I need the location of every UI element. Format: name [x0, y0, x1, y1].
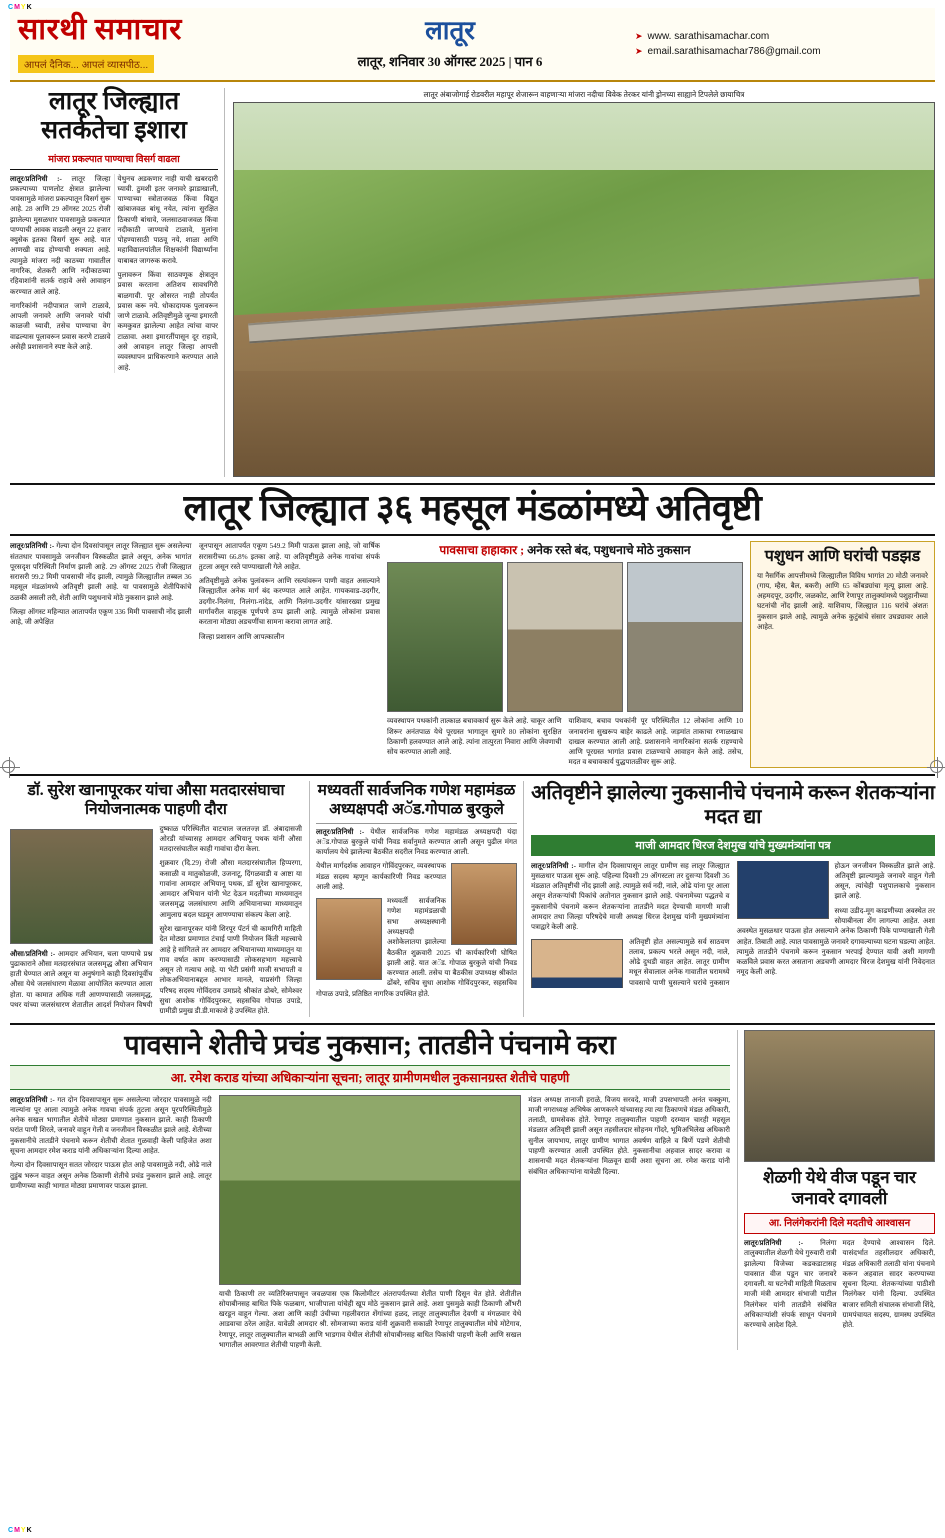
edition-logo: लातूर [425, 16, 475, 45]
rainfall-text-cols [10, 541, 380, 767]
sidebox-livestock [750, 541, 935, 767]
rainfall-p6: व्यवस्थापन पथकांनी तात्काळ बचावकार्य सुरू केले आहे. चाकूर आणि शिरूर अनंतपाळ येथे पूरग्रस्त भागातून सुमारे 80 लोकांना सुरक्षित ठिकाणी हलवण्यात आले आहे. त्यांना तात्पुरता निवारा आणि जेवणाची सोय करण्यात आली आहे. [387, 717, 562, 757]
karad-byline: लातूर/प्रतिनिधी :- [10, 1095, 55, 1104]
deshmukh-p3: सध्या उडीद-मूग काढणीच्या अवस्थेत तर सोयाबीनला शेंग लागल्या आहेत. अशा अवस्थेत मुसळधार पाऊस होत असल्याने अनेक ठिकाणी पिके पाण्याखाली गेली आहेत. तिबाती आहे. त्यात पावसामुळे जनावरे दगावल्याच्या घटना घडल्या आहेत. त्यामुळे तातडीने पंचनामे करून नुकसान भरपाई देण्यात यावी अशी मागणी कळविले प्रवास करत असताना अडचणी आमदार धिरज देशमुख यांनी निवेदनात नमूद केली आहे. [736, 906, 935, 977]
lightning-p1: निलंगा तालुक्यातील शेळगी येथे गुरुवारी रात्री झालेल्या विजेच्या कडकडाटासह पावसात वीज पडून चार जनावरे दगावली. या घटनेची माहिती मिळताच माजी मंत्री आमदार संभाजी पाटील निलंगेकर यांनी तातडीने संबंधित अधिकाऱ्यांशी संपर्क साधून पंचनामे करण्याचे आदेश दिले. [744, 1239, 837, 1330]
masthead-strapline: आपलं दैनिक... आपलं व्यासपीठ... [18, 55, 154, 73]
hero-block [233, 88, 935, 477]
rainfall-p7: याशिवाय, बचाव पथकांनी पूर परिस्थितीत 12 लोकांना आणि 10 जनावरांना सुखरूप बाहेर काढले आहे. जड़मांत ताकाचा रणाळखाच दाखल करण्यात आली आहे. प्रशासनाने नागरिकांना सतर्क राहण्याचे आणि पूरग्रस्त भागांत प्रवास टाळण्याचे आवाहन केले आहे. तसेच, मदत व बचावकार्य युद्धपातळीवर सुरू आहे. [568, 717, 743, 767]
story-ganesh-mandal [309, 781, 524, 1017]
rainfall-col-3 [387, 716, 743, 767]
ganesh-body [316, 827, 517, 1000]
photo-flooded-house-2 [627, 562, 743, 712]
lightning-p2: मदत देण्याचे आश्वासन दिले. यासंदर्भात तहसीलदार अधिकारी, मंडळ अधिकारी तलाठी यांना पंचनामे करून अहवाल सादर करण्याच्या सूचना दिल्या. शेतकऱ्यांच्या पाठीशी निलंगेकर यांनी दिल्या. उपस्थित बाजार समिती संचालक संभाजी शिंदे, ग्रामपंचायत सदस्य, ग्रामस्थ उपस्थित होते. [842, 1239, 935, 1330]
deshmukh-p2: अतिवृष्टी होत असल्यामुळे सर्व साठवण तलाव, प्रकल्प भरले असून नदी, नाले, ओढे दुथडी वाहत आहेत. लातूर ग्रामीण मधून सेवालाल अनेक गावातील घरामध्ये पावसाचे पाणी घुसल्याने घरांचे नुकसान होऊन जनजीवन विस्कळीत झाले आहे. अतिवृष्टी झाल्यामुळे जनावरे वाहून गेली असून, त्यांचेही पशुपालकाचे नुकसान झाले आहे. [629, 861, 935, 987]
registration-mark-bottom-left: CMYK [8, 1527, 33, 1534]
arrow-icon: ➤ [635, 31, 643, 41]
sidebox-body: या नैसर्गिक आपत्तीमध्ये जिल्ह्यातील विविध भागांत 20 मोठी जनावरे (गाय, म्हैस, बैल, बकरी) आणि 65 कोंबड्यांचा मृत्यू झाला आहे. अहमदपूर, उदगीर, जळकोट, आणि रेणापूर तालुक्यांमध्ये पशुहानीच्या घटनांची नोंद झाली आहे. याशिवाय, जिल्ह्यात 116 घरांचे अंशतः नुकसान झाले आहे, त्यामुळे अनेक कुटुंबांचे संसार उघड्यावर आले आहेत. [757, 571, 928, 631]
story-khanapurkar [10, 781, 302, 1017]
khanapurkar-p3: सुरेश खानापूरकर यांनी शिरपूर पॅटर्न ची कामगिरी माहिती देत मोठ्या प्रमाणात टंचाई पाणी नियोजन किंती महत्त्वाचे आहे हे सांगितले तर आमदार अभियानाच्या माध्यमातून या गाव वर्षात काम करण्यासाठी लोकसहभाग महत्त्वाचे असून तो गत्याच आहे. या भेटी प्रसंगी माजी सभापती व लोकअभियानाबद्दल आभार मानले, याप्रसंगी जिल्हा परिषद सदस्य गोविंदराव उमाप्रदे श्रीकांत ढोबरे, सोमेश्वर सुधा आशोक गोविंदपुरकर, सहसचिव गोपाळ उपाडे, ग्रामीडी प्रमुख डी.डी.माकाशे हे उपस्थित होते. [159, 925, 302, 1016]
karad-p1: गत दोन दिवसापासून सुरू असलेल्या जोरदार पावसामुळे नदी नाल्यांना पूर आला त्यामुळे अनेक गावचा संपर्क तुटला असून पूरपरिस्थितीमुळे अनेक सखल भागातील शेतीचे मोठ्या प्रमाणात नुकसान झाले. काही ठिकाणी घरांत पाणी शिरले, जनावरे वाहून गेली व जनजीवन विस्कळीत झाले आहे. शेतीच्या नुकसानीचे तातडीने पंचनामे करून शेतीची शेतात गुळवाही केली पाहिजेत अशा सूचना आमदार रमेश कराड यांनी अधिकाऱ्यांना दिल्या आहेत. [10, 1095, 212, 1156]
story-deshmukh-letter [531, 781, 935, 1017]
story-alert-p2: नागरिकांनी नदीपात्रात जाणे टाळावे, आपली जनावरे आणि जनावरे यांची काळजी घ्यावी, तसेच पाण्याचा वेग वाढल्यास पूलावरून प्रवास करणे टाळावे असेही प्रशासनाने स्पष्ट केले आहे. [10, 301, 111, 351]
photo-portrait-burkule [451, 863, 517, 945]
deshmukh-body [531, 861, 935, 988]
email-text[interactable]: email.sarathisamachar786@gmail.com [647, 46, 821, 57]
karad-col-1 [10, 1095, 212, 1351]
khanapurkar-headline: डॉ. सुरेश खानापूरकर यांचा औसा मतदारसंघाचा नियोजनात्मक पाहणी दौरा [27, 781, 285, 819]
masthead-left [10, 8, 265, 80]
lightning-byline: लातूर/प्रतिनिधी :- [744, 1239, 804, 1248]
story-alert-p3: येथुनच अडकणार नाही याची खबरदारी घ्यावी. ठुमशी इतर जनावरे झाडाखाली, पाण्याच्या स्त्रोताजवळ किंवा विद्युत खांबाजवळ बांधू नयेत, त्यांना सुरक्षित ठिकाणी बांधावे, जलसाठवाजवळ किंवा नदीकाठी जाण्याचे टाळावे, मुलांना पोहण्यासाठी पाठवू नये, शाळा आणि महाविद्यालयांतील शिक्षकांनी विद्यार्थ्यांना याबाबत जागरुक करावे. [117, 174, 218, 265]
lightning-note: आ. निलंगेकरांनी दिले मदतीचे आश्वासन [744, 1213, 935, 1234]
rainfall-p2: जिल्हा ऑगस्ट महिन्यात आतापर्यंत एकूण 336 मिमी पावसाची नोंद झाली आहे, जी अपेक्षित [10, 608, 192, 627]
main-subhead-red: पावसाचा हाहाकार ; [439, 543, 525, 558]
khanapurkar-body [10, 824, 302, 1017]
registration-circle-right [930, 760, 943, 773]
karad-headline: पावसाने शेतीचे प्रचंड नुकसान; तातडीने पंचनामे करा [124, 1029, 616, 1060]
photo-karad-field-inspection [219, 1095, 522, 1285]
photo-villagers-wading [387, 562, 503, 712]
khanapurkar-byline: औसा/प्रतिनिधी :- [10, 949, 56, 958]
website-text[interactable]: www. sarathisamachar.com [647, 31, 770, 42]
section-three-stories [10, 774, 935, 1017]
registration-mark-top-left: CMYK [8, 4, 33, 11]
newspaper-title: सारथी समाचार [18, 13, 182, 46]
rainfall-photo-row [387, 562, 743, 712]
sidebox-title: पशुधन आणि घरांची पडझड [764, 548, 921, 566]
deshmukh-greenbar: माजी आमदार धिरज देशमुख यांचे मुख्यमंत्र्यांना पत्र [531, 835, 935, 856]
khanapurkar-p2: शुक्रवार (दि.29) रोजी औसा मतदारसंघातील हिप्परगा, कसाळी व मातुकोळजी, उजनाटू, दिंगळवाडी व आष्टा या गावांना आमदार अभियानू पथक, डॉ सुरेश खानापूरकर, आमदार अभियान यांनी भेट देऊन मदतीच्या माध्यमातून जलसमृद्ध जलसंधारण आणि अभियानाच्या माध्यमातून आमुलाग्र बदल घडवून आणण्याचा संकल्प केला आहे. [159, 859, 302, 919]
ganesh-p3: मध्यवर्ती सार्वजनिक गणेश महामंडळाची सभा अध्यक्षस्थानी अध्यक्षपदी अशोकेलातया झालेल्या बैठकीत शुक्रवारी 2025 ची कार्यकारिणी घोषित झाली आहे. यात अॅड. गोपाळ बुरकुले यांची निवड करण्यात आली. तसेच या बैठकीस उपाध्यक्ष श्रीकांत ढोंबरे, सचिव सुधा आशोक गोविंदपुरकर, सहसचिव गोपाळ उपाडे, प्रतिष्ठित नागरिक उपस्थित होते. [316, 897, 517, 998]
masthead [10, 8, 935, 82]
ganesh-p2: येथील मार्गदर्शक आवाहन गोविंदपुरकर, व्यवस्थापक मंडळ सदस्य म्हणून कार्यकारिणी निवड करण्यात आली आहे. [316, 862, 446, 891]
rainfall-p4: अतिवृष्टीमुळे अनेक पुलांवरून आणि रस्त्यांवरून पाणी वाहत असल्याने जिल्ह्यातील अनेक मार्ग बंद करण्यात आले आहेत. गायकवाड-उदगीर, उदगीर-निलंगा, निलंगा-नांदेड, आणि निलंगा-उदगीर यांसारख्या प्रमुख मार्गांवरील वाहतूक पूर्णपणे ठप्प झाली आहे. त्यामुळे लोकांना प्रवास करताना मोठ्या अडचणींचा सामना करावा लागत आहे. [198, 577, 380, 627]
karad-subhead: आ. रमेश कराड यांच्या अधिकाऱ्यांना सूचना; लातूर ग्रामीणमधील नुकसानग्रस्त शेतीचे पाहणी [10, 1065, 730, 1090]
arrow-icon: ➤ [635, 46, 643, 56]
karad-col-3: मंडल अध्यक्ष तानाजी हराळे, विजय सरवदे, माजी उपसभापती अनंत चक्कुमा, माजी नगराध्यक्ष अभिषेक आणकरने यांच्यासह त्या त्या ठिकाणचे मंडळ अधिकारी, तलाठी, ग्रामसेवक होते. रेणापूर तालुक्यातील पाहणी दरम्यान चारही महसूल मंडळात अतिवृष्टी झाली असून तहसीलदार सोहनम गोंदरे, भूमिअभिलेख अधिकारी सुनील जायभाय, लातूर ग्रामीण भागात अवर्षण वाहिले व बिर्णे पडणे शेतीची पाहणी करण्यात आली उपस्थित होते. नुकसानीचा अहवाल सादर करावा व शासनाची मदत शेतकऱ्यांना मिळवून द्यावी अशा सूचना आ. रमेश कराड यांनी संबंधित अधिकाऱ्यांना यावेळी दिल्या. [528, 1095, 731, 1176]
karad-p2: गेल्या दोन दिवसापासून सतत जोरदार पाऊस होत आहे पावसामुळे नदी, ओढे नाले तुडुंब भरून वाहत असून अनेक ठिकाणी शेतीचे प्रचंड नुकसान झाले आहे. लातूर ग्रामीणच्या काही भागात मोठ्या प्रमाणावर पाऊस झाला. [10, 1161, 212, 1190]
story-lightning [737, 1030, 935, 1351]
story-alert-byline: लातूर/प्रतिनिधी :- [10, 174, 62, 183]
rainfall-col-1 [10, 541, 192, 767]
rainfall-p1: गेल्या दोन दिवसांपासून लातूर जिल्ह्यात सुरू असलेल्या संततधार पावसामुळे जनजीवन विस्कळीत झाले असून, अनेक भागांत पूरसदृश परिस्थिती निर्माण झाली आहे. 29 ऑगस्ट 2025 रोजी जिल्ह्यात सरासरी 99.2 मिमी पावसाची नोंद झाली, त्यामुळे जिल्ह्यातील तब्बल 36 महसूल मंडळांमध्ये अतिवृष्टी झाली आहे. या पावसामुळे शेतीपिकांचे ठळकी असली तरी, शेती आणि पशुधनाचे मोठे नुकसान झाले आहे. [10, 542, 192, 602]
story-alert-p4: पुलावरून किंवा साठवणूक क्षेत्रातून प्रवास करताना अतिशय सावधगिरी बाळगावी. पूर ओसरत नाही तोपर्यंत प्रवास करू नये. धोकादायक पुलावरून जाणे टाळावे. अतिवृष्टीमुळे जुन्या इमारती कमकुवत झालेल्या आहेत त्यांचा वापर टाळावा. अशा इमारतींपासून दूर राहावे, असे आवाहन लातूर जिल्हा आपत्ती व्यवस्थापन प्राधिकरणाने करण्यात आले आहे. [117, 271, 218, 372]
main-headline-band [10, 483, 935, 537]
story-alert-p1: लातूर जिल्हा प्रकल्पाच्या पाणलोट क्षेत्रात झालेल्या पावसामुळे मांजरा प्रकल्पातून विसर्ग सुरू आहे. 28 आणि 29 ऑगस्ट 2025 रोजी झालेल्या मुसळधार पावसामुळे प्रकल्पात पाण्याची आवक वाढली असून 22 हजार क्युसेक इतका विसर्ग सुरू आहे. यात आणखी वाढ होण्याची शक्यता आहे. त्यामुळे मांजरा नदी काठच्या गावातील नागरिक, शेतकरी आणि नदीकाठच्या रहिवाशांनी सतर्क राहावे असे आवाहन करण्यात आले आहे. [10, 174, 111, 296]
story-alert-subhead: मांजरा प्रकल्पात पाण्याचा विसर्ग वाढला [10, 152, 218, 170]
main-headline: लातूर जिल्ह्यात ३६ महसूल मंडळांमध्ये अतिवृष्टी [183, 487, 762, 528]
rainfall-mid [387, 541, 743, 767]
rainfall-byline: लातूर/प्रतिनिधी :- [10, 542, 55, 551]
story-alert-body [10, 174, 218, 373]
ganesh-headline: मध्यवर्ती सार्वजनिक गणेश महामंडळ अध्यक्षपदी अॅड.गोपाळ बुरकुले [317, 781, 516, 819]
top-section [10, 88, 935, 477]
deshmukh-byline: लातूर/प्रतिनिधी :- [531, 861, 576, 870]
photo-flooded-house-1 [507, 562, 623, 712]
story-karad [10, 1030, 730, 1351]
story-alert-headline: लातूर जिल्ह्यात सतर्कतेचा इशारा [41, 88, 187, 144]
masthead-contact [635, 8, 935, 80]
hero-photo-flood-drone [233, 102, 935, 477]
karad-grid [10, 1095, 730, 1351]
deshmukh-p1: मागील दोन दिवसापासून लातूर ग्रामीण सह लातूर जिल्ह्यात मुसळधार पाऊस सुरू आहे. पहिल्या दिवशी 29 ऑगस्टला तर दुसऱ्या दिवशी 36 मंडळात अतिवृष्टीची नोंद झाली आहे. त्यामुळे सर्व नदी, नाले, ओढे यांना पूर आला असून शेतकऱ्यांची पिकांचे अतोनात नुकसान झाले आहे. पंचनामेच्या पद्धतचे व नुकसानीचे पंचनामे करून शेतकऱ्यांना तातडीने मदत देण्याची मागणी माजी आमदार तथा जिल्हा परिषदेचे माजी अध्यक्ष धिरज देशमुख यांनी मुख्यमंत्र्यांना पत्राद्वारे केली आहे. [531, 861, 730, 932]
ganesh-byline: लातूर/प्रतिनिधी :- [316, 827, 365, 836]
photo-khanapurkar-field-visit [10, 829, 153, 944]
dateline: लातूर, शनिवार 30 ऑगस्ट 2025 | पान 6 [357, 54, 543, 69]
rainfall-p5: जिल्हा प्रशासन आणि आपत्कालीन [198, 632, 285, 641]
section-rainfall [10, 541, 935, 767]
main-subhead-rest: अनेक रस्ते बंद, पशुधनाचे मोठे नुकसान [527, 543, 691, 558]
main-subhead [387, 541, 743, 558]
rainfall-p3: जूनपासून आतापर्यंत एकूण 549.2 मिमी पाऊस झाला आहे, जो वार्षिक सरासरीच्या 66.8% इतका आहे. या अतिवृष्टीमुळे अनेक गावांचा संपर्क तुटला असून रस्ते पाण्याखाली गेले आहेत. [198, 542, 380, 571]
deshmukh-headline: अतिवृष्टीने झालेल्या नुकसानीचे पंचनामे करून शेतकऱ्यांना मदत द्या [531, 781, 935, 829]
khanapurkar-p1: आमदार अभियान, चला पाण्याचे प्रश्न पुढाकाराने औसा मतदारसंघात जलसमृद्ध औसा अभियान हाती घेण्यात आले असून या अनुषंगाने काही दिवसांपूर्वीच औसा येथे जलसंधारण मेळावा आयोजित करण्यात आला होता. या कामात अधिक गती आणण्यासाठी जलसमृद्ध, पथर यांच्या जलसंधारण शेतातील आदर्श नियोजन विषयी दुष्काळ परिस्थितीत वाटचाल जलतज्ज्ञ डॉ. अंबादासजी ओरडी यांच्यासह आमदार अभियानू पथक यांनी औसा मतदारसंघातील काही गावांचा दौरा केला. [10, 824, 302, 1009]
rainfall-col-2 [199, 541, 381, 767]
photo-lightning-cattle [744, 1030, 935, 1162]
karad-col-2 [219, 1095, 522, 1351]
ganesh-p1: येथील सार्वजनिक गणेश महामंडळ अध्यक्षपदी यंदा अॅड.गोपाळ बुरकुले यांची निवड सर्वानुमते करण्यात आली असून पुढील मंगत कार्यालय येथे झालेल्या बैठकीत सदरील निवड करण्यात आली. [316, 827, 517, 857]
masthead-center [265, 8, 635, 80]
registration-circle-left [2, 760, 15, 773]
karad-p3: याची ठिकाणी तर व्यतिरिक्तपासून जवळपास एक किलोमीटर अंतरापर्यंतच्या शेतीत पाणी दिसून येत होते. शेतीतील सोयाबीनसह बाधित पिके फळबाग, भाजीपाला यांचेही खूप मोठे नुकसान झाले आहे. अशा पुसमुळे काही ठिकाणी औंभरी खरडून वाहून गेल्या. अशा आणि काही उंचीच्या गहलीवरात शेंगांच्या हळद, लातूर तालुक्यातील देवणी व मंगळवार येथे आडवाचा ठरेल आहेत. यावेळी आमदार श्री. सोमजाच्या कराड यांनी शुक्रवारी सकाळी रेणापूर तालुक्यातील मोघे मोटेगाव, रेणापूर, लातूर तालुक्यातील बाभळी आणि भाडगाव येथील शेतीची सोयाबीनसह बाधित पिकांची पाहणी केली आणि सखल भागातील आवरणात शेतीची पाहणी केली. [218, 1289, 522, 1350]
lightning-body [744, 1238, 935, 1333]
photo-portrait-member [316, 898, 382, 980]
lightning-headline: शेळगी येथे वीज पडून चार जनावरे दगावली [763, 1167, 916, 1208]
section-bottom [10, 1023, 935, 1351]
story-alert [10, 88, 225, 477]
hero-caption: लातूर अंबाजोगाई रोडवरील महापूर शेजारून वाहणाऱ्या मांजरा नदीचा विवेक तेरकर यांनी ड्रोनच्या साह्याने टिपलेले छायाचित्र [423, 90, 745, 99]
